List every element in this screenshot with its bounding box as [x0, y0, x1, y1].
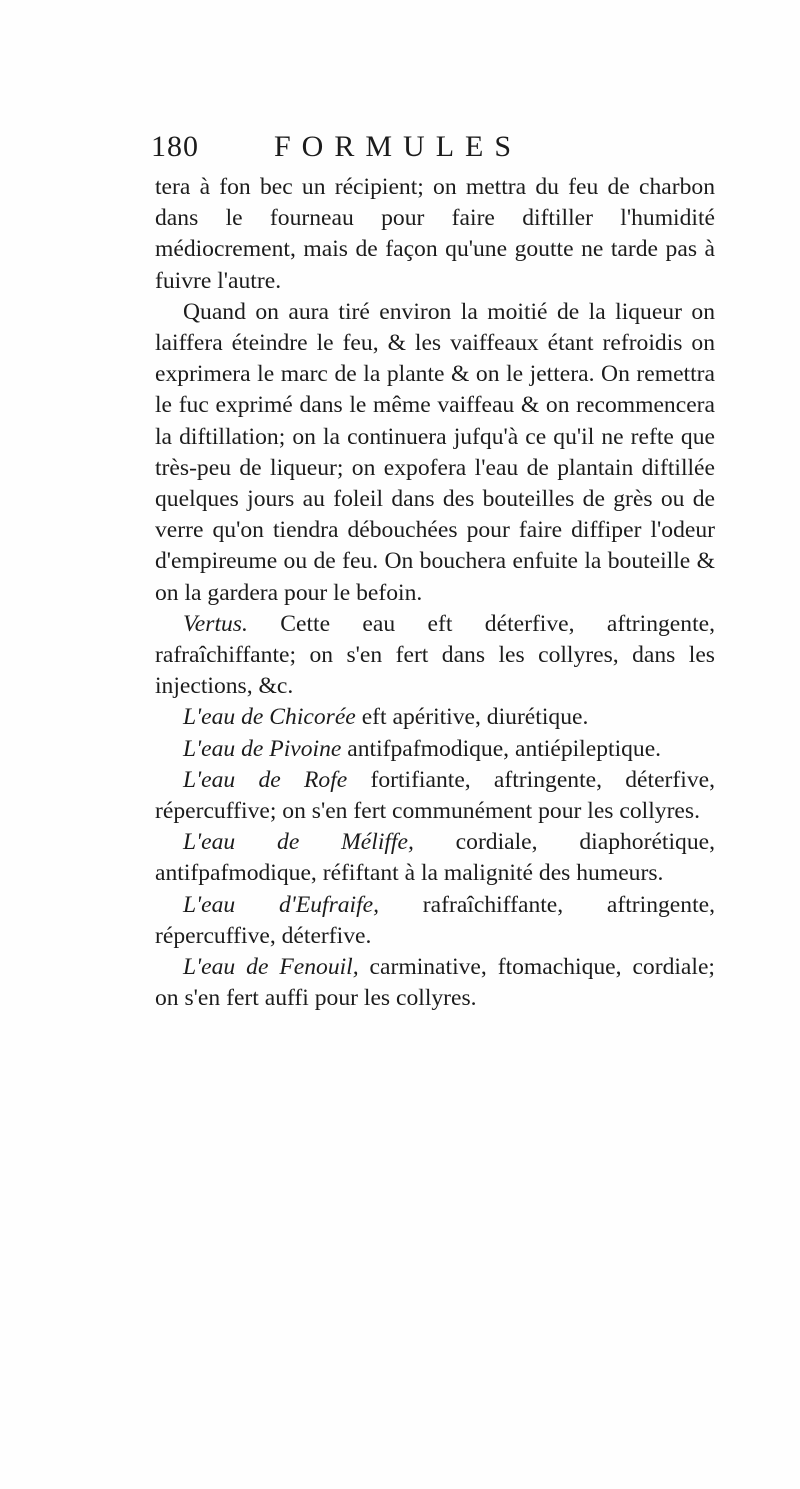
entry-text: fortifiante, aftringente, déterfive, répercuffive; on s'en fert communément pour les collyres.	[155, 766, 715, 825]
entry-eufraise	[155, 890, 715, 952]
entry-melisse	[155, 827, 715, 889]
paragraph-vertus	[155, 609, 715, 703]
entry-text: rafraîchiffante, aftringente, répercuffive, déterfive.	[155, 891, 715, 949]
paragraph-text: tera à fon bec un récipient; on mettra du feu de charbon dans le fourneau pour faire diftiller l'humidité médiocrement, mais de façon qu'une goutte ne tarde pas à fuivre l'autre.	[155, 174, 715, 294]
running-head: FORMULES	[274, 130, 523, 163]
entry-term: Vertus.	[183, 610, 248, 637]
entry-fenouil	[155, 952, 715, 1014]
entry-term: L'eau de Rofe	[183, 766, 348, 793]
paragraph-continuation	[155, 172, 715, 297]
page-header	[151, 130, 711, 170]
entry-term: L'eau d'Eufraife,	[183, 891, 380, 918]
entry-text: cordiale, diaphorétique, antifpafmodique, réfiftant à la malignité des humeurs.	[155, 829, 715, 887]
entry-text: eft apéritive, diurétique.	[355, 704, 589, 731]
entry-text: Cette eau eft déterfive, aftringente, rafraîchiffante; on s'en fert dans les collyres, dans les injections, &c.	[155, 610, 715, 700]
entry-text: antifpafmodique, antiépileptique.	[341, 735, 662, 762]
paragraph-distillation	[155, 297, 715, 609]
entry-pivoine	[155, 734, 715, 765]
entry-text: carminative, ftomachique, cordiale; on s'en fert auffi pour les collyres.	[155, 954, 715, 1012]
entry-term: L'eau de Pivoine	[183, 735, 342, 762]
page-number: 180	[151, 130, 199, 163]
entry-term: L'eau de Méliffe,	[183, 829, 414, 856]
body-text	[155, 172, 715, 1014]
entry-term: L'eau de Chicorée	[183, 704, 356, 731]
paragraph-text: Quand on aura tiré environ la moitié de la liqueur on laiffera éteindre le feu, & les vaiffeaux étant refroidis on exprimera le marc de la plante & on le jettera. On remettra le fuc exprimé dans le même vaiffeau & on recommencera la diftillation; on la continuera jufqu'à ce qu'il ne refte que très-peu de liqueur; on expofera l'eau de plantain diftillée quelques jours au foleil dans des bouteilles de grès ou de verre qu'on tiendra débouchées pour faire diffiper l'odeur d'empireume ou de feu. On bouchera enfuite la bouteille & on la gardera pour le befoin.	[155, 298, 715, 606]
entry-term: L'eau de Fenouil,	[183, 954, 359, 981]
entry-rose	[155, 765, 715, 827]
entry-chicoree	[155, 702, 715, 733]
